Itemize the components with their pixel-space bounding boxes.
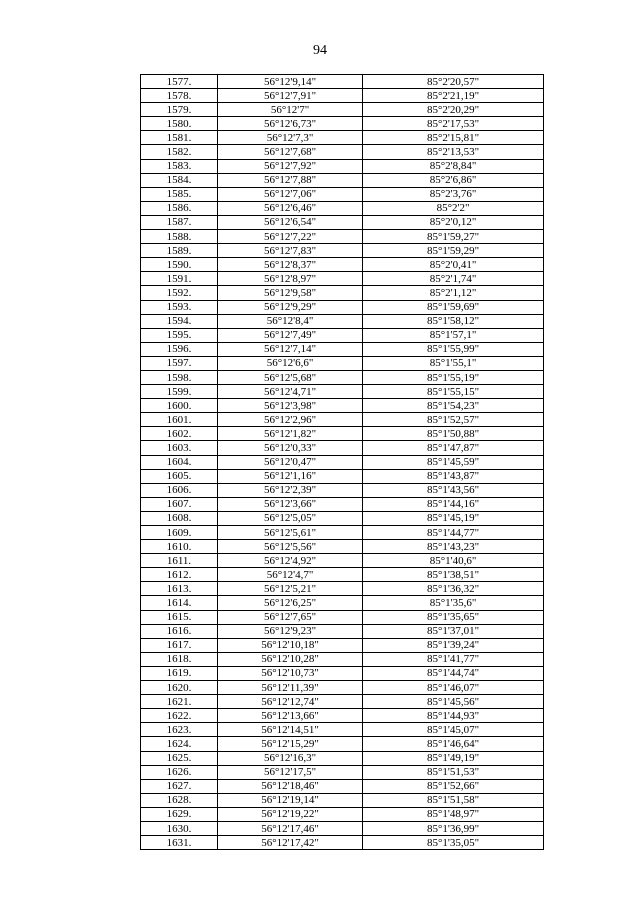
table-row bbox=[141, 244, 544, 258]
table-row bbox=[141, 215, 544, 229]
longitude-cell: 85°1'38,51" bbox=[363, 568, 544, 582]
point-number-cell: 1603. bbox=[141, 441, 218, 455]
longitude-cell: 85°1'43,23" bbox=[363, 540, 544, 554]
latitude-cell: 56°12'7,65" bbox=[218, 610, 363, 624]
longitude-cell: 85°2'20,57" bbox=[363, 75, 544, 89]
table-row bbox=[141, 413, 544, 427]
latitude-cell: 56°12'10,18" bbox=[218, 638, 363, 652]
longitude-cell: 85°1'55,1" bbox=[363, 356, 544, 370]
table-row bbox=[141, 723, 544, 737]
longitude-cell: 85°1'48,97" bbox=[363, 807, 544, 821]
point-number-cell: 1622. bbox=[141, 709, 218, 723]
longitude-cell: 85°1'44,77" bbox=[363, 526, 544, 540]
longitude-cell: 85°2'2" bbox=[363, 201, 544, 215]
point-number-cell: 1624. bbox=[141, 737, 218, 751]
point-number-cell: 1604. bbox=[141, 455, 218, 469]
latitude-cell: 56°12'7,22" bbox=[218, 230, 363, 244]
latitude-cell: 56°12'2,96" bbox=[218, 413, 363, 427]
point-number-cell: 1605. bbox=[141, 469, 218, 483]
longitude-cell: 85°2'1,12" bbox=[363, 286, 544, 300]
table-row bbox=[141, 582, 544, 596]
point-number-cell: 1601. bbox=[141, 413, 218, 427]
table-row bbox=[141, 554, 544, 568]
table-row bbox=[141, 258, 544, 272]
point-number-cell: 1621. bbox=[141, 695, 218, 709]
longitude-cell: 85°2'17,53" bbox=[363, 117, 544, 131]
latitude-cell: 56°12'7,49" bbox=[218, 328, 363, 342]
table-row bbox=[141, 765, 544, 779]
longitude-cell: 85°1'44,93" bbox=[363, 709, 544, 723]
longitude-cell: 85°1'45,19" bbox=[363, 511, 544, 525]
latitude-cell: 56°12'18,46" bbox=[218, 779, 363, 793]
latitude-cell: 56°12'2,39" bbox=[218, 483, 363, 497]
table-row bbox=[141, 201, 544, 215]
latitude-cell: 56°12'8,97" bbox=[218, 272, 363, 286]
point-number-cell: 1615. bbox=[141, 610, 218, 624]
table-row bbox=[141, 511, 544, 525]
longitude-cell: 85°1'52,66" bbox=[363, 779, 544, 793]
point-number-cell: 1595. bbox=[141, 328, 218, 342]
longitude-cell: 85°1'50,88" bbox=[363, 427, 544, 441]
point-number-cell: 1583. bbox=[141, 159, 218, 173]
longitude-cell: 85°1'57,1" bbox=[363, 328, 544, 342]
longitude-cell: 85°1'55,19" bbox=[363, 370, 544, 384]
point-number-cell: 1598. bbox=[141, 370, 218, 384]
point-number-cell: 1625. bbox=[141, 751, 218, 765]
longitude-cell: 85°1'40,6" bbox=[363, 554, 544, 568]
point-number-cell: 1602. bbox=[141, 427, 218, 441]
point-number-cell: 1579. bbox=[141, 103, 218, 117]
table-row bbox=[141, 709, 544, 723]
latitude-cell: 56°12'8,4" bbox=[218, 314, 363, 328]
longitude-cell: 85°2'20,29" bbox=[363, 103, 544, 117]
table-row bbox=[141, 469, 544, 483]
longitude-cell: 85°1'45,07" bbox=[363, 723, 544, 737]
point-number-cell: 1591. bbox=[141, 272, 218, 286]
table-row bbox=[141, 159, 544, 173]
latitude-cell: 56°12'7" bbox=[218, 103, 363, 117]
latitude-cell: 56°12'5,05" bbox=[218, 511, 363, 525]
point-number-cell: 1617. bbox=[141, 638, 218, 652]
longitude-cell: 85°1'52,57" bbox=[363, 413, 544, 427]
latitude-cell: 56°12'9,23" bbox=[218, 624, 363, 638]
latitude-cell: 56°12'6,54" bbox=[218, 215, 363, 229]
longitude-cell: 85°1'45,56" bbox=[363, 695, 544, 709]
point-number-cell: 1619. bbox=[141, 666, 218, 680]
longitude-cell: 85°1'41,77" bbox=[363, 652, 544, 666]
point-number-cell: 1590. bbox=[141, 258, 218, 272]
point-number-cell: 1614. bbox=[141, 596, 218, 610]
longitude-cell: 85°1'59,27" bbox=[363, 230, 544, 244]
table-row bbox=[141, 230, 544, 244]
table-row bbox=[141, 75, 544, 89]
latitude-cell: 56°12'7,3" bbox=[218, 131, 363, 145]
coordinates-table-body bbox=[141, 75, 544, 850]
point-number-cell: 1587. bbox=[141, 215, 218, 229]
table-row bbox=[141, 173, 544, 187]
table-row bbox=[141, 568, 544, 582]
longitude-cell: 85°2'6,86" bbox=[363, 173, 544, 187]
latitude-cell: 56°12'3,66" bbox=[218, 497, 363, 511]
table-row bbox=[141, 370, 544, 384]
table-row bbox=[141, 681, 544, 695]
longitude-cell: 85°1'51,58" bbox=[363, 793, 544, 807]
latitude-cell: 56°12'7,68" bbox=[218, 145, 363, 159]
latitude-cell: 56°12'6,6" bbox=[218, 356, 363, 370]
table-row bbox=[141, 187, 544, 201]
longitude-cell: 85°1'43,56" bbox=[363, 483, 544, 497]
latitude-cell: 56°12'9,14" bbox=[218, 75, 363, 89]
table-row bbox=[141, 131, 544, 145]
table-row bbox=[141, 540, 544, 554]
table-row bbox=[141, 695, 544, 709]
latitude-cell: 56°12'5,68" bbox=[218, 370, 363, 384]
latitude-cell: 56°12'17,5" bbox=[218, 765, 363, 779]
point-number-cell: 1596. bbox=[141, 342, 218, 356]
table-row bbox=[141, 610, 544, 624]
point-number-cell: 1592. bbox=[141, 286, 218, 300]
point-number-cell: 1580. bbox=[141, 117, 218, 131]
longitude-cell: 85°1'55,15" bbox=[363, 385, 544, 399]
longitude-cell: 85°1'58,12" bbox=[363, 314, 544, 328]
point-number-cell: 1584. bbox=[141, 173, 218, 187]
longitude-cell: 85°1'45,59" bbox=[363, 455, 544, 469]
latitude-cell: 56°12'4,92" bbox=[218, 554, 363, 568]
latitude-cell: 56°12'12,74" bbox=[218, 695, 363, 709]
point-number-cell: 1597. bbox=[141, 356, 218, 370]
table-row bbox=[141, 441, 544, 455]
point-number-cell: 1599. bbox=[141, 385, 218, 399]
table-row bbox=[141, 638, 544, 652]
latitude-cell: 56°12'19,14" bbox=[218, 793, 363, 807]
longitude-cell: 85°1'37,01" bbox=[363, 624, 544, 638]
latitude-cell: 56°12'16,3" bbox=[218, 751, 363, 765]
point-number-cell: 1629. bbox=[141, 807, 218, 821]
longitude-cell: 85°1'46,07" bbox=[363, 681, 544, 695]
latitude-cell: 56°12'15,29" bbox=[218, 737, 363, 751]
table-row bbox=[141, 103, 544, 117]
point-number-cell: 1609. bbox=[141, 526, 218, 540]
table-row bbox=[141, 385, 544, 399]
point-number-cell: 1608. bbox=[141, 511, 218, 525]
point-number-cell: 1630. bbox=[141, 821, 218, 835]
latitude-cell: 56°12'5,56" bbox=[218, 540, 363, 554]
longitude-cell: 85°1'39,24" bbox=[363, 638, 544, 652]
longitude-cell: 85°1'49,19" bbox=[363, 751, 544, 765]
latitude-cell: 56°12'19,22" bbox=[218, 807, 363, 821]
point-number-cell: 1594. bbox=[141, 314, 218, 328]
longitude-cell: 85°2'21,19" bbox=[363, 89, 544, 103]
point-number-cell: 1586. bbox=[141, 201, 218, 215]
latitude-cell: 56°12'6,25" bbox=[218, 596, 363, 610]
latitude-cell: 56°12'7,88" bbox=[218, 173, 363, 187]
longitude-cell: 85°2'15,81" bbox=[363, 131, 544, 145]
table-row bbox=[141, 314, 544, 328]
table-row bbox=[141, 300, 544, 314]
longitude-cell: 85°1'35,6" bbox=[363, 596, 544, 610]
table-row bbox=[141, 624, 544, 638]
latitude-cell: 56°12'7,14" bbox=[218, 342, 363, 356]
table-row bbox=[141, 666, 544, 680]
point-number-cell: 1610. bbox=[141, 540, 218, 554]
latitude-cell: 56°12'7,91" bbox=[218, 89, 363, 103]
point-number-cell: 1616. bbox=[141, 624, 218, 638]
point-number-cell: 1600. bbox=[141, 399, 218, 413]
latitude-cell: 56°12'13,66" bbox=[218, 709, 363, 723]
point-number-cell: 1607. bbox=[141, 497, 218, 511]
longitude-cell: 85°1'43,87" bbox=[363, 469, 544, 483]
longitude-cell: 85°1'55,99" bbox=[363, 342, 544, 356]
point-number-cell: 1588. bbox=[141, 230, 218, 244]
point-number-cell: 1631. bbox=[141, 836, 218, 850]
point-number-cell: 1582. bbox=[141, 145, 218, 159]
longitude-cell: 85°1'35,05" bbox=[363, 836, 544, 850]
longitude-cell: 85°1'44,16" bbox=[363, 497, 544, 511]
table-row bbox=[141, 737, 544, 751]
longitude-cell: 85°1'35,65" bbox=[363, 610, 544, 624]
table-row bbox=[141, 328, 544, 342]
latitude-cell: 56°12'10,28" bbox=[218, 652, 363, 666]
longitude-cell: 85°1'46,64" bbox=[363, 737, 544, 751]
point-number-cell: 1623. bbox=[141, 723, 218, 737]
point-number-cell: 1578. bbox=[141, 89, 218, 103]
point-number-cell: 1577. bbox=[141, 75, 218, 89]
point-number-cell: 1618. bbox=[141, 652, 218, 666]
longitude-cell: 85°1'59,29" bbox=[363, 244, 544, 258]
point-number-cell: 1585. bbox=[141, 187, 218, 201]
page-number: 94 bbox=[313, 43, 327, 58]
latitude-cell: 56°12'7,06" bbox=[218, 187, 363, 201]
point-number-cell: 1581. bbox=[141, 131, 218, 145]
latitude-cell: 56°12'4,71" bbox=[218, 385, 363, 399]
latitude-cell: 56°12'5,61" bbox=[218, 526, 363, 540]
latitude-cell: 56°12'17,46" bbox=[218, 821, 363, 835]
table-row bbox=[141, 751, 544, 765]
latitude-cell: 56°12'7,83" bbox=[218, 244, 363, 258]
table-row bbox=[141, 526, 544, 540]
latitude-cell: 56°12'0,33" bbox=[218, 441, 363, 455]
latitude-cell: 56°12'10,73" bbox=[218, 666, 363, 680]
latitude-cell: 56°12'6,46" bbox=[218, 201, 363, 215]
latitude-cell: 56°12'17,42" bbox=[218, 836, 363, 850]
latitude-cell: 56°12'5,21" bbox=[218, 582, 363, 596]
longitude-cell: 85°2'13,53" bbox=[363, 145, 544, 159]
latitude-cell: 56°12'4,7" bbox=[218, 568, 363, 582]
point-number-cell: 1611. bbox=[141, 554, 218, 568]
table-row bbox=[141, 145, 544, 159]
longitude-cell: 85°1'36,32" bbox=[363, 582, 544, 596]
longitude-cell: 85°2'3,76" bbox=[363, 187, 544, 201]
latitude-cell: 56°12'0,47" bbox=[218, 455, 363, 469]
table-row bbox=[141, 497, 544, 511]
table-row bbox=[141, 342, 544, 356]
longitude-cell: 85°2'1,74" bbox=[363, 272, 544, 286]
table-row bbox=[141, 836, 544, 850]
table-row bbox=[141, 89, 544, 103]
table-row bbox=[141, 652, 544, 666]
point-number-cell: 1627. bbox=[141, 779, 218, 793]
latitude-cell: 56°12'7,92" bbox=[218, 159, 363, 173]
point-number-cell: 1612. bbox=[141, 568, 218, 582]
latitude-cell: 56°12'6,73" bbox=[218, 117, 363, 131]
point-number-cell: 1620. bbox=[141, 681, 218, 695]
table-row bbox=[141, 779, 544, 793]
table-row bbox=[141, 356, 544, 370]
coordinates-table bbox=[140, 74, 544, 850]
table-row bbox=[141, 596, 544, 610]
table-row bbox=[141, 455, 544, 469]
longitude-cell: 85°2'0,41" bbox=[363, 258, 544, 272]
table-row bbox=[141, 272, 544, 286]
latitude-cell: 56°12'9,29" bbox=[218, 300, 363, 314]
table-row bbox=[141, 821, 544, 835]
point-number-cell: 1626. bbox=[141, 765, 218, 779]
latitude-cell: 56°12'9,58" bbox=[218, 286, 363, 300]
longitude-cell: 85°1'51,53" bbox=[363, 765, 544, 779]
latitude-cell: 56°12'1,16" bbox=[218, 469, 363, 483]
longitude-cell: 85°1'47,87" bbox=[363, 441, 544, 455]
point-number-cell: 1589. bbox=[141, 244, 218, 258]
point-number-cell: 1628. bbox=[141, 793, 218, 807]
point-number-cell: 1593. bbox=[141, 300, 218, 314]
latitude-cell: 56°12'14,51" bbox=[218, 723, 363, 737]
latitude-cell: 56°12'11,39" bbox=[218, 681, 363, 695]
longitude-cell: 85°2'0,12" bbox=[363, 215, 544, 229]
table-row bbox=[141, 483, 544, 497]
longitude-cell: 85°1'36,99" bbox=[363, 821, 544, 835]
longitude-cell: 85°1'44,74" bbox=[363, 666, 544, 680]
point-number-cell: 1606. bbox=[141, 483, 218, 497]
table-row bbox=[141, 286, 544, 300]
table-row bbox=[141, 399, 544, 413]
point-number-cell: 1613. bbox=[141, 582, 218, 596]
longitude-cell: 85°1'54,23" bbox=[363, 399, 544, 413]
table-row bbox=[141, 427, 544, 441]
table-row bbox=[141, 117, 544, 131]
latitude-cell: 56°12'1,82" bbox=[218, 427, 363, 441]
latitude-cell: 56°12'8,37" bbox=[218, 258, 363, 272]
table-row bbox=[141, 807, 544, 821]
latitude-cell: 56°12'3,98" bbox=[218, 399, 363, 413]
longitude-cell: 85°1'59,69" bbox=[363, 300, 544, 314]
table-row bbox=[141, 793, 544, 807]
longitude-cell: 85°2'8,84" bbox=[363, 159, 544, 173]
